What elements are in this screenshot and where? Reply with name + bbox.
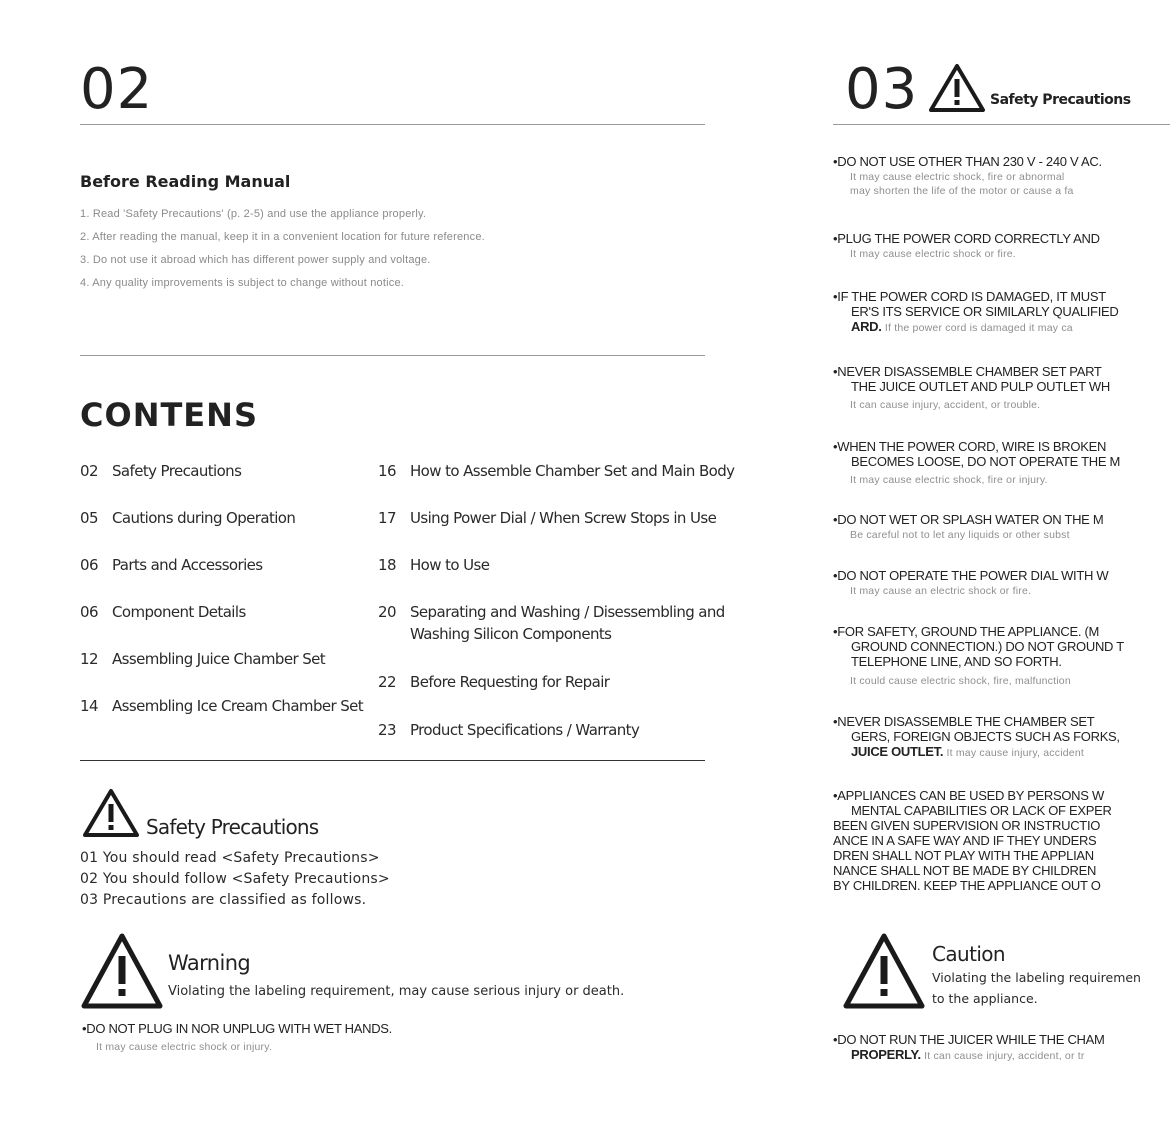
contents-title: CONTENS (80, 396, 258, 434)
precaution-item (833, 231, 1100, 246)
precaution-note: Be careful not to let any liquids or other subst (850, 529, 1070, 541)
precaution-note: It may cause electric shock, fire or injury. (850, 474, 1048, 486)
toc-label: Safety Precautions (112, 462, 242, 480)
toc-page-number: 05 (80, 509, 98, 527)
precaution-line: JUICE OUTLET. (851, 744, 944, 759)
precaution-line: •NEVER DISASSEMBLE CHAMBER SET PART (833, 364, 1102, 379)
header-rule-left (80, 124, 705, 125)
toc-item[interactable] (378, 673, 609, 691)
before-reading-item: 4. Any quality improvements is subject to change without notice. (80, 277, 405, 289)
toc-item[interactable] (80, 603, 246, 621)
precaution-line: BY CHILDREN. KEEP THE APPLIANCE OUT O (833, 878, 1101, 893)
header-rule-right (833, 124, 1170, 125)
warning-bullet: •DO NOT PLUG IN NOR UNPLUG WITH WET HANDS. (82, 1021, 392, 1036)
toc-label: How to Assemble Chamber Set and Main Body (410, 462, 735, 480)
safety-precautions-list (80, 848, 390, 911)
before-reading-item: 2. After reading the manual, keep it in a convenient location for future reference. (80, 231, 485, 243)
warning-triangle-icon (928, 63, 986, 113)
precaution-note: It can cause injury, accident, or trouble. (850, 399, 1041, 411)
safety-line: 02 You should follow <Safety Precautions> (80, 871, 390, 887)
toc-page-number: 20 (378, 603, 396, 621)
safety-line: 03 Precautions are classified as follows. (80, 892, 367, 908)
toc-page-number: 06 (80, 603, 98, 621)
caution-title: Caution (932, 942, 1006, 966)
precaution-note: It may cause an electric shock or fire. (850, 585, 1032, 597)
toc-label: Separating and Washing / Disessembling and (410, 603, 725, 621)
precaution-note: If the power cord is damaged it may ca (884, 322, 1073, 334)
precaution-note: It can cause injury, accident, or tr (924, 1050, 1085, 1062)
toc-page-number: 14 (80, 697, 98, 715)
toc-page-number: 12 (80, 650, 98, 668)
toc-item[interactable] (378, 462, 734, 480)
toc-label: Using Power Dial / When Screw Stops in Use (410, 509, 717, 527)
precaution-line: DREN SHALL NOT PLAY WITH THE APPLIAN (833, 848, 1094, 863)
precaution-item (833, 154, 1102, 169)
section-rule (80, 355, 705, 356)
toc-page-number: 22 (378, 673, 396, 691)
precaution-line: •IF THE POWER CORD IS DAMAGED, IT MUST (833, 289, 1106, 304)
precaution-line: MENTAL CAPABILITIES OR LACK OF EXPER (851, 803, 1112, 818)
before-reading-item: 1. Read 'Safety Precautions' (p. 2-5) and use the appliance properly. (80, 208, 427, 220)
precaution-line: •FOR SAFETY, GROUND THE APPLIANCE. (M (833, 624, 1100, 639)
warning-title: Warning (168, 951, 251, 975)
warning-icon (80, 932, 164, 1010)
toc-page-number: 16 (378, 462, 396, 480)
toc-page-number: 23 (378, 721, 396, 739)
precaution-item (833, 439, 1120, 469)
toc-item[interactable] (80, 462, 241, 480)
caution-description-continued: to the appliance. (932, 991, 1038, 1006)
precaution-line: •WHEN THE POWER CORD, WIRE IS BROKEN (833, 439, 1107, 454)
warning-bullet-note: It may cause electric shock or injury. (96, 1041, 273, 1053)
precaution-line: •DO NOT RUN THE JUICER WHILE THE CHAM (833, 1032, 1105, 1047)
precaution-item (833, 624, 1124, 669)
right-page-title: Safety Precautions (990, 92, 1131, 108)
precaution-item (833, 512, 1103, 527)
contents-rule (80, 760, 705, 761)
precaution-line: TELEPHONE LINE, AND SO FORTH. (851, 654, 1062, 669)
precaution-item (833, 568, 1108, 583)
precaution-line: THE JUICE OUTLET AND PULP OUTLET WH (851, 379, 1110, 394)
precaution-item (833, 364, 1110, 394)
safety-line: 01 You should read <Safety Precautions> (80, 850, 380, 866)
warning-description: Violating the labeling requirement, may cause serious injury or death. (168, 984, 625, 999)
toc-item[interactable] (378, 509, 716, 527)
toc-label-wrap (410, 603, 725, 643)
precaution-line: •PLUG THE POWER CORD CORRECTLY AND (833, 231, 1100, 246)
toc-label: Component Details (112, 603, 246, 621)
precaution-line: ANCE IN A SAFE WAY AND IF THEY UNDERS (833, 833, 1097, 848)
precaution-line: GROUND CONNECTION.) DO NOT GROUND T (851, 639, 1124, 654)
precaution-item (833, 1032, 1105, 1063)
precaution-note: It may cause electric shock or fire. (850, 248, 1016, 260)
page-number-left: 02 (80, 57, 154, 122)
toc-item[interactable] (378, 556, 489, 574)
toc-label: Assembling Ice Cream Chamber Set (112, 697, 364, 715)
toc-page-number: 18 (378, 556, 396, 574)
precaution-item (833, 289, 1118, 335)
toc-page-number: 17 (378, 509, 396, 527)
precaution-line: NANCE SHALL NOT BE MADE BY CHILDREN (833, 863, 1097, 878)
toc-item[interactable] (378, 603, 725, 643)
before-reading-heading: Before Reading Manual (80, 172, 291, 191)
toc-item[interactable] (378, 721, 639, 739)
toc-label: Product Specifications / Warranty (410, 721, 640, 739)
toc-item[interactable] (80, 556, 263, 574)
precaution-line: •NEVER DISASSEMBLE THE CHAMBER SET (833, 714, 1095, 729)
precaution-note: It may cause electric shock, fire or abnormal (850, 171, 1065, 183)
toc-label: Before Requesting for Repair (410, 673, 610, 691)
precaution-line: •DO NOT WET OR SPLASH WATER ON THE M (833, 512, 1104, 527)
caution-description: Violating the labeling requiremen (932, 970, 1141, 985)
safety-precautions-title: Safety Precautions (146, 815, 319, 839)
precaution-line: •DO NOT OPERATE THE POWER DIAL WITH W (833, 568, 1109, 583)
toc-label: How to Use (410, 556, 490, 574)
precaution-line: ER'S ITS SERVICE OR SIMILARLY QUALIFIED (851, 304, 1119, 319)
precaution-note: It could cause electric shock, fire, malfunction (850, 675, 1071, 687)
toc-label: Cautions during Operation (112, 509, 296, 527)
before-reading-list (80, 203, 700, 295)
precaution-line: GERS, FOREIGN OBJECTS SUCH AS FORKS, (851, 729, 1120, 744)
toc-label-continued: Washing Silicon Components (410, 625, 612, 643)
precaution-line: ARD. (851, 319, 882, 334)
precaution-line: BECOMES LOOSE, DO NOT OPERATE THE M (851, 454, 1121, 469)
toc-page-number: 02 (80, 462, 98, 480)
before-reading-item: 3. Do not use it abroad which has different power supply and voltage. (80, 254, 431, 266)
toc-item[interactable] (80, 509, 295, 527)
precaution-line: •APPLIANCES CAN BE USED BY PERSONS W (833, 788, 1104, 803)
precaution-line: BEEN GIVEN SUPERVISION OR INSTRUCTIO (833, 818, 1101, 833)
toc-label: Assembling Juice Chamber Set (112, 650, 326, 668)
page-number-right: 03 (845, 57, 919, 122)
precaution-item (833, 788, 1112, 893)
precaution-note: may shorten the life of the motor or cause a fa (850, 185, 1074, 197)
caution-icon (842, 932, 926, 1010)
toc-page-number: 06 (80, 556, 98, 574)
precaution-item (833, 714, 1120, 760)
toc-item[interactable] (80, 697, 363, 715)
precaution-note: It may cause injury, accident (946, 747, 1084, 759)
precaution-line: •DO NOT USE OTHER THAN 230 V - 240 V AC. (833, 154, 1102, 169)
toc-label: Parts and Accessories (112, 556, 263, 574)
toc-item[interactable] (80, 650, 325, 668)
precaution-line: PROPERLY. (851, 1047, 921, 1062)
warning-triangle-icon (82, 788, 140, 838)
